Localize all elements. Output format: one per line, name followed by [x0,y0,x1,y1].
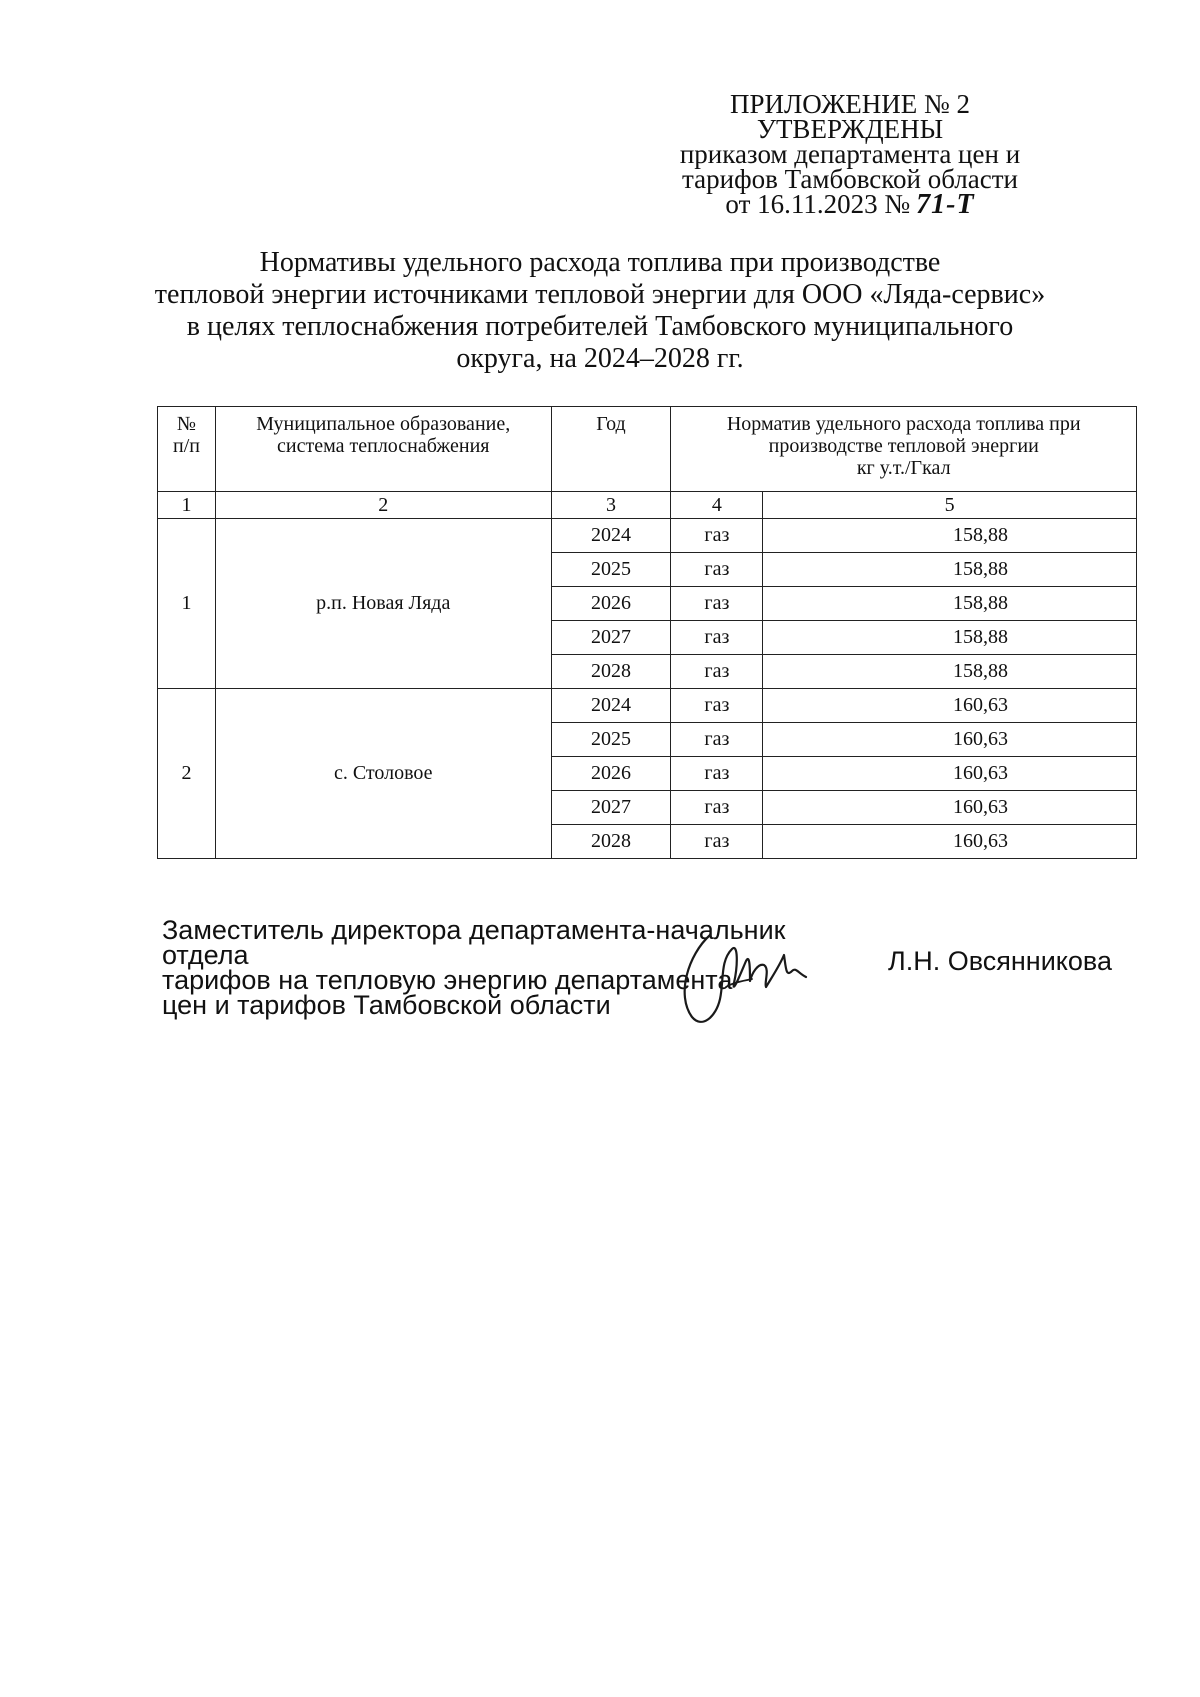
order-date: от 16.11.2023 № [725,189,911,219]
table-row [158,519,1137,553]
value-cell: 160,63 [763,689,1137,723]
header-year: Год [551,407,671,492]
group-name: с. Столовое [215,689,551,859]
title-line-1: Нормативы удельного расхода топлива при производстве [259,247,941,278]
title-line-2: тепловой энергии источниками тепловой энергии для ООО «Ляда-сервис» [154,279,1046,310]
header-row [158,407,1137,492]
fuel-cell: газ [671,655,763,689]
year-cell: 2025 [551,553,671,587]
approval-block [660,89,1040,220]
fuel-cell: газ [671,621,763,655]
group-num: 1 [158,519,216,689]
appendix-label: ПРИЛОЖЕНИЕ № 2 [729,89,971,119]
header-municipality-line-2: система теплоснабжения [277,435,490,457]
group-num: 2 [158,689,216,859]
fuel-cell: газ [671,825,763,859]
value-cell: 158,88 [763,621,1137,655]
fuel-cell: газ [671,757,763,791]
header-norm-line-3: кг у.т./Гкал [856,457,951,479]
value-cell: 158,88 [763,553,1137,587]
fuel-cell: газ [671,791,763,825]
value-cell: 158,88 [763,519,1137,553]
column-index: 5 [763,492,1137,519]
table-row [158,689,1137,723]
fuel-cell: газ [671,689,763,723]
header-norm-line-2: производстве тепловой энергии [768,435,1039,457]
position-line-1: Заместитель директора департамента-начальник отдела [162,915,786,970]
title-line-4: округа, на 2024–2028 гг. [456,343,744,374]
column-index: 3 [551,492,671,519]
approved-label: УТВЕРЖДЕНЫ [756,114,944,144]
value-cell: 158,88 [763,655,1137,689]
column-index: 1 [158,492,216,519]
header-municipality-line-1: Муниципальное образование, [256,413,511,435]
year-cell: 2024 [551,519,671,553]
group-name: р.п. Новая Ляда [215,519,551,689]
position-line-2: тарифов на тепловую энергию департамента [162,965,733,995]
fuel-cell: газ [671,519,763,553]
year-cell: 2025 [551,723,671,757]
year-cell: 2028 [551,825,671,859]
header-num [158,407,216,492]
signatory-name: Л.Н. Овсянникова [888,946,1112,976]
year-cell: 2028 [551,655,671,689]
order-line-1: приказом департамента цен и [679,139,1021,169]
value-cell: 160,63 [763,791,1137,825]
column-index-row [158,492,1137,519]
value-cell: 160,63 [763,723,1137,757]
year-cell: 2027 [551,791,671,825]
fuel-cell: газ [671,587,763,621]
document-title [150,247,1050,375]
order-line-2: тарифов Тамбовской области [682,164,1018,194]
header-municipality [215,407,551,492]
header-num-line-2: п/п [172,435,200,457]
year-cell: 2024 [551,689,671,723]
position-line-3: цен и тарифов Тамбовской области [162,990,611,1020]
fuel-cell: газ [671,723,763,757]
value-cell: 160,63 [763,825,1137,859]
handwritten-signature [680,925,820,1030]
column-index: 2 [215,492,551,519]
header-norm-line-1: Норматив удельного расхода топлива при [726,413,1081,435]
year-cell: 2026 [551,757,671,791]
norms-table [157,406,1137,859]
year-cell: 2026 [551,587,671,621]
title-line-3: в целях теплоснабжения потребителей Тамбовского муниципального [186,311,1014,342]
order-date-line [660,189,1040,220]
order-number-handwritten: 71-Т [916,189,975,220]
year-cell: 2027 [551,621,671,655]
header-num-line-1: № [176,413,197,435]
value-cell: 160,63 [763,757,1137,791]
fuel-cell: газ [671,553,763,587]
header-norm [671,407,1137,492]
column-index: 4 [671,492,763,519]
value-cell: 158,88 [763,587,1137,621]
